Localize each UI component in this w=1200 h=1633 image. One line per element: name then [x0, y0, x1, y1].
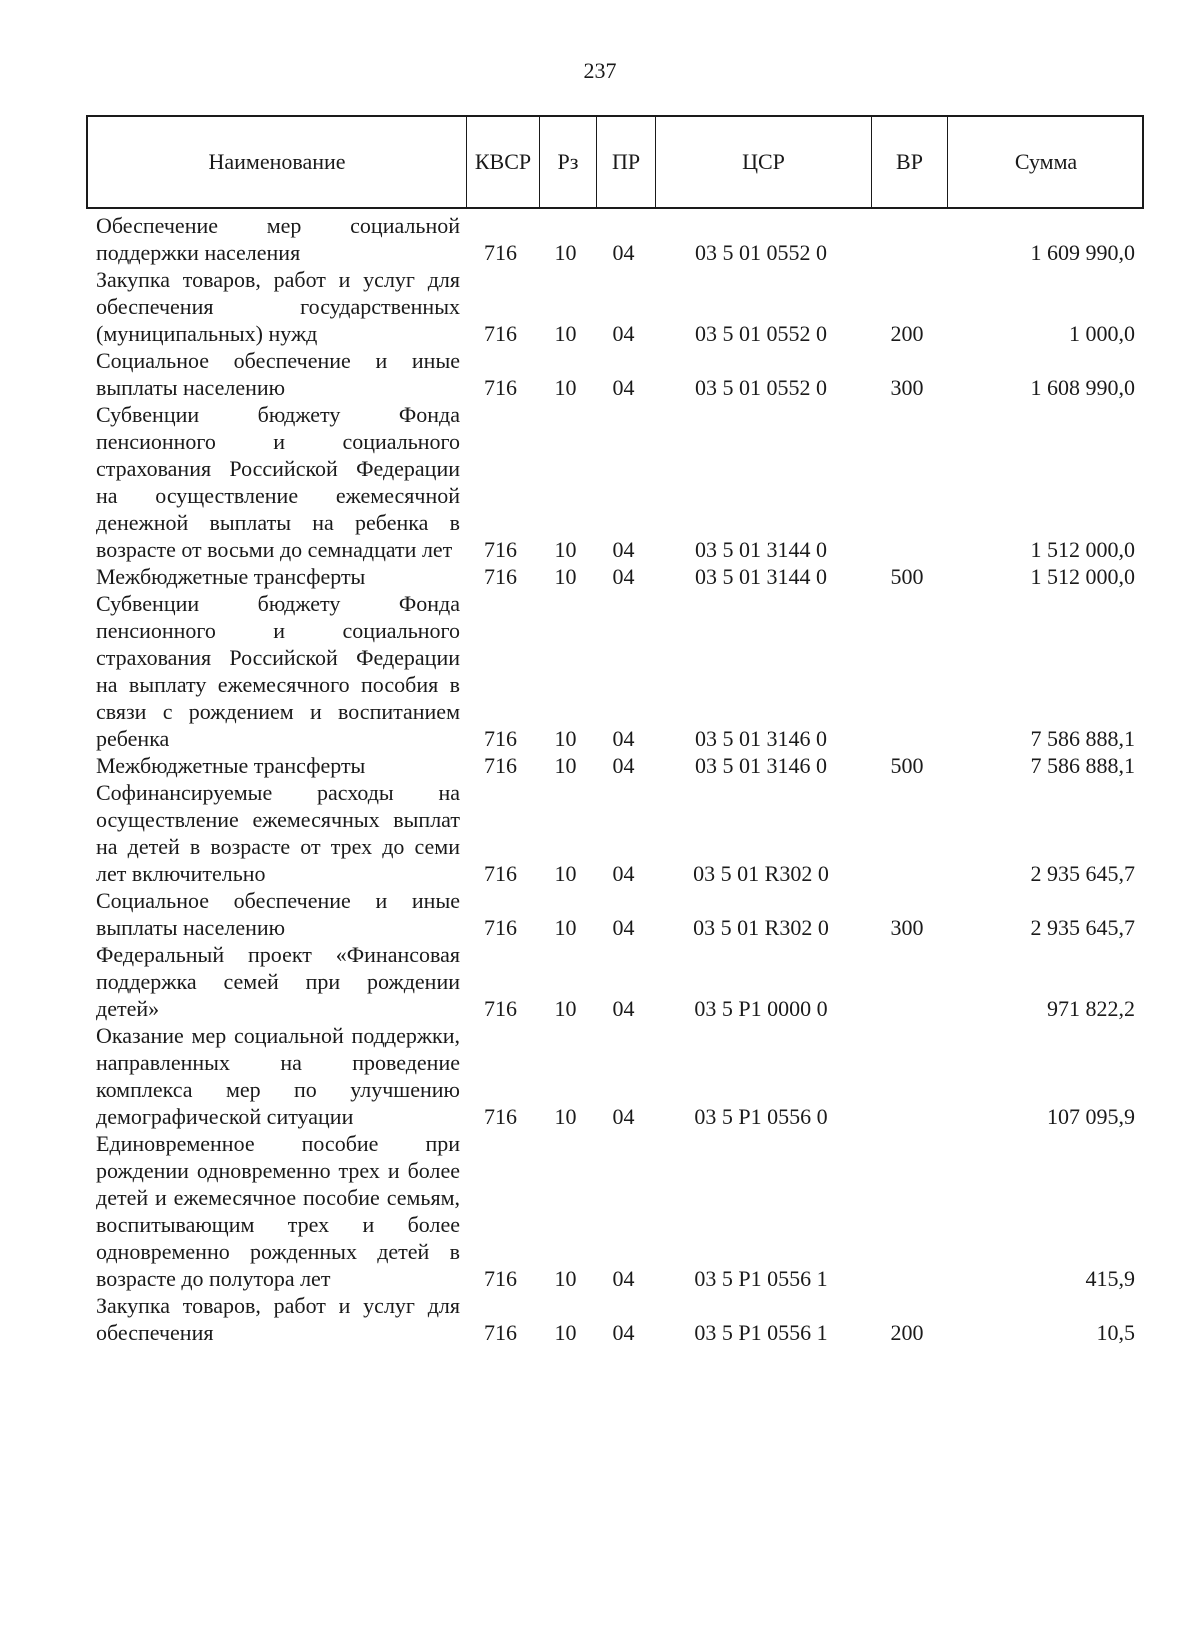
row-csr: 03 5 01 3144 0 [695, 564, 827, 589]
table-row [86, 563, 1144, 590]
table-row [86, 1130, 1144, 1292]
row-name: Закупка товаров, работ и услуг для обеспечения [96, 1293, 460, 1345]
row-kvsr: 716 [484, 375, 517, 400]
row-sum: 1 512 000,0 [1030, 537, 1135, 562]
row-pr: 04 [612, 861, 635, 886]
row-rz: 10 [554, 375, 577, 400]
row-csr: 03 5 P1 0000 0 [694, 996, 828, 1021]
row-name: Социальное обеспечение и иные выплаты населению [96, 888, 460, 940]
row-pr: 04 [612, 1104, 635, 1129]
row-csr: 03 5 P1 0556 1 [694, 1320, 828, 1345]
row-kvsr: 716 [484, 240, 517, 265]
header-name: Наименование [208, 149, 346, 174]
row-sum: 10,5 [1096, 1320, 1135, 1345]
table-row [86, 887, 1144, 941]
row-sum: 7 586 888,1 [1030, 726, 1135, 751]
row-rz: 10 [554, 861, 577, 886]
row-csr: 03 5 P1 0556 0 [694, 1104, 828, 1129]
row-vr: 300 [890, 375, 924, 400]
row-name: Софинансируемые расходы на осуществление ежемесячных выплат на детей в возрасте от трех до семи лет включительно [96, 780, 460, 886]
row-csr: 03 5 01 R302 0 [693, 861, 829, 886]
row-rz: 10 [554, 1266, 577, 1291]
row-pr: 04 [612, 240, 635, 265]
row-pr: 04 [612, 1266, 635, 1291]
row-csr: 03 5 01 3146 0 [695, 726, 827, 751]
row-sum: 1 608 990,0 [1030, 375, 1135, 400]
row-sum: 7 586 888,1 [1030, 753, 1135, 778]
row-pr: 04 [612, 1320, 635, 1345]
row-vr: 500 [890, 753, 924, 778]
row-vr: 200 [890, 1320, 924, 1345]
row-pr: 04 [612, 375, 635, 400]
table-header [86, 115, 1144, 209]
row-rz: 10 [554, 1104, 577, 1129]
row-pr: 04 [612, 753, 635, 778]
row-vr: 200 [890, 321, 924, 346]
row-rz: 10 [554, 1320, 577, 1345]
row-rz: 10 [554, 240, 577, 265]
row-csr: 03 5 P1 0556 1 [694, 1266, 828, 1291]
row-pr: 04 [612, 915, 635, 940]
row-kvsr: 716 [484, 996, 517, 1021]
row-name: Межбюджетные трансферты [96, 753, 366, 778]
row-name: Закупка товаров, работ и услуг для обеспечения государственных (муниципальных) нужд [96, 267, 460, 346]
row-sum: 1 000,0 [1069, 321, 1135, 346]
row-sum: 415,9 [1085, 1266, 1135, 1291]
table-row [86, 779, 1144, 887]
row-sum: 2 935 645,7 [1030, 861, 1135, 886]
row-kvsr: 716 [484, 915, 517, 940]
table-row [86, 401, 1144, 563]
table-row [86, 1022, 1144, 1130]
row-rz: 10 [554, 537, 577, 562]
row-kvsr: 716 [484, 726, 517, 751]
row-csr: 03 5 01 0552 0 [695, 375, 827, 400]
row-sum: 107 095,9 [1047, 1104, 1135, 1129]
row-kvsr: 716 [484, 537, 517, 562]
table-row [86, 1292, 1144, 1346]
row-sum: 2 935 645,7 [1030, 915, 1135, 940]
page-number: 237 [583, 58, 617, 83]
row-name: Единовременное пособие при рождении одновременно трех и более детей и ежемесячное пособие семьям, воспитывающим трех и более одновременно рожденных детей в возрасте до полутора лет [96, 1131, 460, 1291]
row-sum: 971 822,2 [1047, 996, 1135, 1021]
row-rz: 10 [554, 321, 577, 346]
row-csr: 03 5 01 R302 0 [693, 915, 829, 940]
row-pr: 04 [612, 996, 635, 1021]
header-rz: Рз [539, 117, 596, 207]
row-csr: 03 5 01 3146 0 [695, 753, 827, 778]
header-pr: ПР [596, 117, 655, 207]
row-name: Субвенции бюджету Фонда пенсионного и социального страхования Российской Федерации на осуществление ежемесячной денежной выплаты на ребенка в возрасте от восьми до семнадцати лет [96, 402, 460, 562]
row-pr: 04 [612, 537, 635, 562]
row-pr: 04 [612, 726, 635, 751]
header-csr: ЦСР [655, 117, 871, 207]
row-rz: 10 [554, 753, 577, 778]
row-csr: 03 5 01 0552 0 [695, 240, 827, 265]
row-csr: 03 5 01 0552 0 [695, 321, 827, 346]
row-kvsr: 716 [484, 861, 517, 886]
table-row [86, 212, 1144, 266]
row-sum: 1 609 990,0 [1030, 240, 1135, 265]
header-vr: ВР [871, 117, 947, 207]
row-pr: 04 [612, 564, 635, 589]
row-kvsr: 716 [484, 564, 517, 589]
row-csr: 03 5 01 3144 0 [695, 537, 827, 562]
table-row [86, 266, 1144, 347]
table-body [86, 212, 1144, 1346]
row-rz: 10 [554, 564, 577, 589]
table-row [86, 590, 1144, 752]
row-rz: 10 [554, 726, 577, 751]
row-name: Оказание мер социальной поддержки, направленных на проведение комплекса мер по улучшению демографической ситуации [96, 1023, 460, 1129]
row-vr: 300 [890, 915, 924, 940]
table-row [86, 941, 1144, 1022]
row-kvsr: 716 [484, 753, 517, 778]
row-vr: 500 [890, 564, 924, 589]
row-name: Обеспечение мер социальной поддержки населения [96, 213, 460, 265]
row-name: Субвенции бюджету Фонда пенсионного и социального страхования Российской Федерации на выплату ежемесячного пособия в связи с рождением и воспитанием ребенка [96, 591, 460, 751]
row-name: Социальное обеспечение и иные выплаты населению [96, 348, 460, 400]
row-pr: 04 [612, 321, 635, 346]
row-name: Федеральный проект «Финансовая поддержка семей при рождении детей» [96, 942, 460, 1021]
row-kvsr: 716 [484, 321, 517, 346]
table-row [86, 347, 1144, 401]
row-kvsr: 716 [484, 1320, 517, 1345]
row-kvsr: 716 [484, 1266, 517, 1291]
header-kvsr: КВСР [466, 117, 539, 207]
header-sum: Сумма [947, 117, 1144, 207]
row-rz: 10 [554, 915, 577, 940]
row-rz: 10 [554, 996, 577, 1021]
row-name: Межбюджетные трансферты [96, 564, 366, 589]
table-row [86, 752, 1144, 779]
row-kvsr: 716 [484, 1104, 517, 1129]
row-sum: 1 512 000,0 [1030, 564, 1135, 589]
